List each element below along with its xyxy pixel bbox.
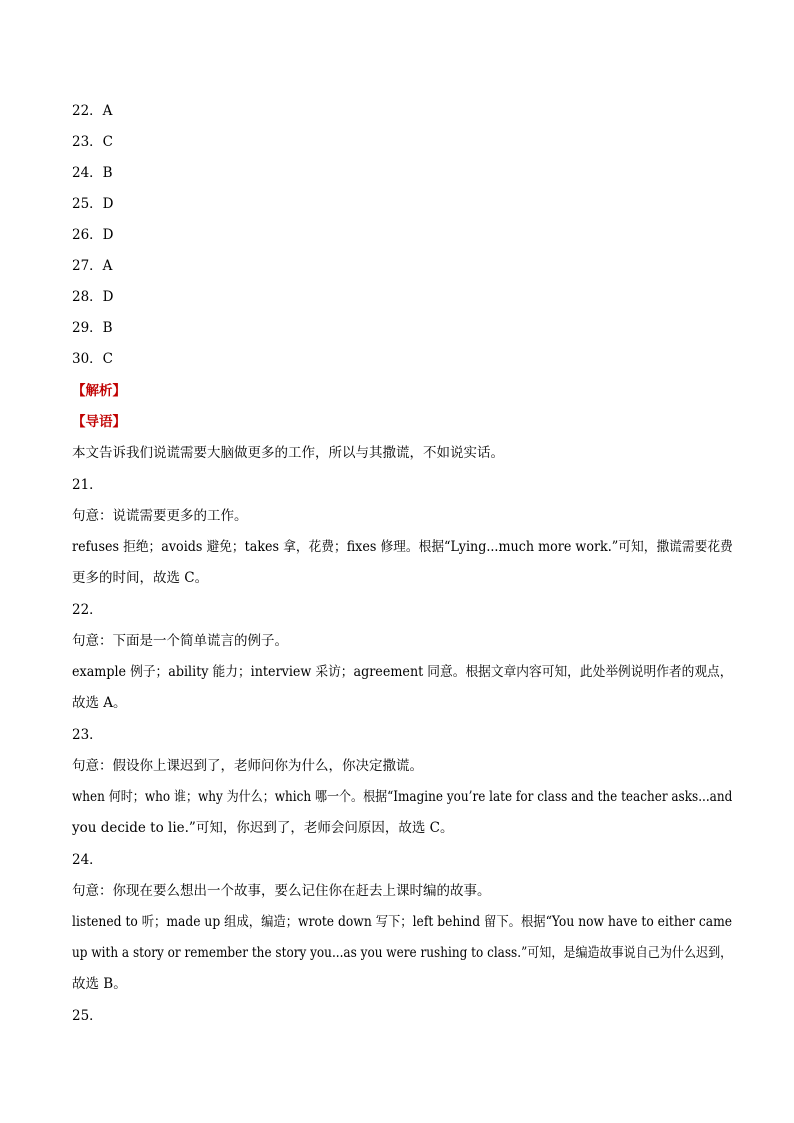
item-24-number: 24．: [72, 852, 103, 868]
item-22-sentence: 句意：下面是一个简单谎言的例子。: [72, 633, 288, 649]
item-22-number: 22．: [72, 602, 103, 618]
answer-22: 22．A: [72, 103, 113, 119]
item-23-number: 23．: [72, 727, 103, 743]
item-24-sentence: 句意：你现在要么想出一个故事，要么记住你在赶去上课时编的故事。: [72, 883, 491, 899]
item-23-sentence: 句意：假设你上课迟到了，老师问你为什么，你决定撒谎。: [72, 758, 423, 774]
item-22-explanation-line-2: 故选 A。: [72, 695, 127, 711]
item-21-explanation-line-1: refuses 拒绝；avoids 避免；takes 拿，花费；fixes 修理。根据“Lying...much more work.”可知，撒谎需要花费: [72, 539, 733, 555]
answer-29: 29．B: [72, 320, 113, 336]
item-24-explanation-line-3: 故选 B。: [72, 976, 127, 992]
answer-25: 25．D: [72, 196, 114, 212]
item-21-sentence: 句意：说谎需要更多的工作。: [72, 508, 248, 524]
item-24-explanation-line-2: up with a story or remember the story you...as you were rushing to class.”可知，是编造故事说自己为什么迟到，: [72, 945, 733, 961]
analysis-heading: 【解析】: [72, 383, 126, 399]
item-23-explanation-line-2: you decide to lie.”可知，你迟到了，老师会问原因，故选 C。: [72, 820, 454, 836]
answer-27: 27．A: [72, 258, 113, 274]
item-21-number: 21．: [72, 477, 103, 493]
item-24-explanation-line-1: listened to 听；made up 组成，编造；wrote down 写下；left behind 留下。根据“You now have to either came: [72, 914, 733, 930]
item-25-number: 25．: [72, 1008, 103, 1024]
intro-heading: 【导语】: [72, 414, 126, 430]
intro-text: 本文告诉我们说谎需要大脑做更多的工作，所以与其撒谎，不如说实话。: [72, 445, 504, 461]
item-22-explanation-line-1: example 例子；ability 能力；interview 采访；agreement 同意。根据文章内容可知，此处举例说明作者的观点，: [72, 664, 733, 680]
answer-28: 28．D: [72, 289, 114, 305]
answer-30: 30．C: [72, 351, 114, 367]
answer-23: 23．C: [72, 134, 114, 150]
item-23-explanation-line-1: when 何时；who 谁；why 为什么；which 哪一个。根据“Imagine you’re late for class and the teacher asks...and: [72, 789, 733, 805]
answer-26: 26．D: [72, 227, 114, 243]
answer-24: 24．B: [72, 165, 113, 181]
item-21-explanation-line-2: 更多的时间，故选 C。: [72, 570, 209, 586]
